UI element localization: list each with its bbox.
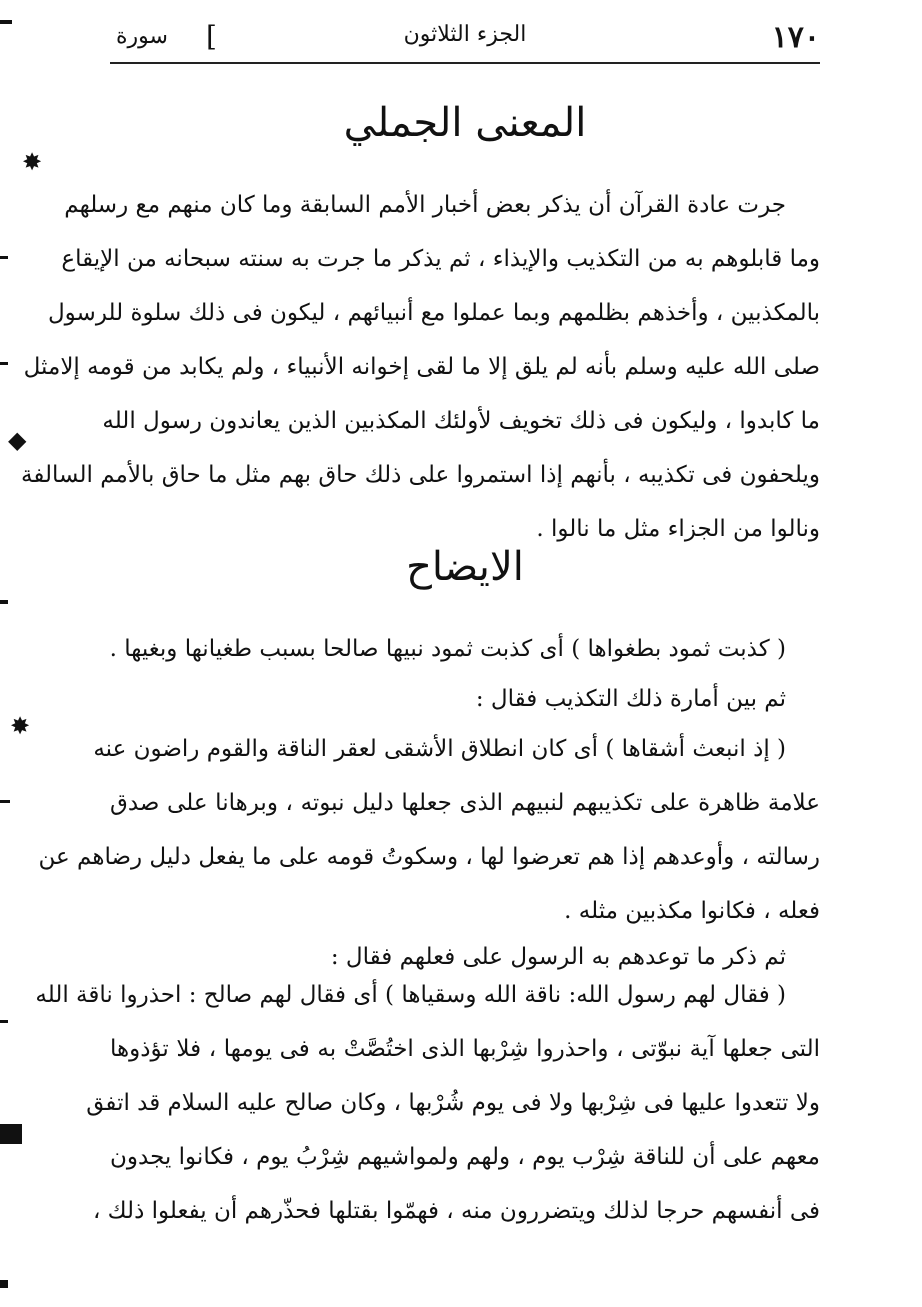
text-line: التى جعلها آية نبوّتى ، واحذروا شِرْبها الذى اختُصَّتْ به فى يومها ، فلا تؤذوها — [110, 1036, 820, 1062]
scan-artifact: ◆ — [8, 426, 27, 454]
section-title-meaning: المعنى الجملي — [343, 100, 587, 146]
text-line: علامة ظاهرة على تكذيبهم لنبيهم الذى جعلها دليل نبوته ، وبرهانا على صدق — [110, 790, 820, 816]
scan-artifact — [0, 362, 8, 365]
text-line: صلى الله عليه وسلم بأنه لم يلق إلا ما لقى إخوانه الأنبياء ، ولم يكابد من قومه إلامثل — [23, 354, 820, 380]
section-title-explanation: الايضاح — [406, 544, 524, 590]
text-line: ( كذبت ثمود بطغواها ) أى كذبت ثمود نبيها صالحا بسبب طغيانها وبغيها . — [109, 636, 786, 662]
scan-artifact — [0, 256, 8, 259]
explanation-paragraph-5 — [35, 968, 820, 1238]
text-line: وما قابلوهم به من التكذيب والإيذاء ، ثم يذكر ما جرت به سنته سبحانه من الإيقاع — [61, 246, 820, 272]
explanation-paragraph-1 — [110, 622, 820, 676]
scan-artifact — [0, 1020, 8, 1023]
scan-artifact: ✸ — [22, 148, 43, 176]
text-line: ونالوا من الجزاء مثل ما نالوا . — [536, 516, 820, 542]
text-line: ويلحفون فى تكذيبه ، بأنهم إذا استمروا على ذلك حاق بهم مثل ما حاق بالأمم السالفة — [21, 462, 820, 488]
scan-artifact — [0, 800, 10, 803]
text-line: ( فقال لهم رسول الله: ناقة الله وسقياها ) أى فقال لهم صالح : احذروا ناقة الله — [35, 982, 786, 1008]
text-line: بالمكذبين ، وأخذهم بظلمهم وبما عملوا مع أنبيائهم ، ليكون فى ذلك سلوة للرسول — [47, 300, 820, 326]
bracket-mark: ] — [206, 20, 217, 53]
scan-artifact — [0, 600, 8, 604]
scan-artifact — [0, 20, 12, 24]
scan-artifact: ✸ — [10, 712, 31, 740]
surah-label: سورة — [116, 24, 168, 49]
text-line: ( إذ انبعث أشقاها ) أى كان انطلاق الأشقى لعقر الناقة والقوم راضون عنه — [93, 736, 786, 762]
text-line: جرت عادة القرآن أن يذكر بعض أخبار الأمم السابقة وما كان منهم مع رسلهم — [64, 192, 786, 218]
explanation-paragraph-2 — [110, 672, 820, 726]
juz-title: الجزء الثلاثون — [403, 22, 527, 47]
text-line: ما كابدوا ، وليكون فى ذلك تخويف لأولئك المكذبين الذين يعاندون رسول الله — [102, 408, 820, 434]
text-line: ثم بين أمارة ذلك التكذيب فقال : — [475, 686, 786, 712]
text-line: ولا تتعدوا عليها فى شِرْبها ولا فى يوم شُرْبها ، وكان صالح عليه السلام قد اتفق — [86, 1090, 820, 1116]
page-header — [110, 20, 820, 60]
meaning-paragraph — [21, 178, 820, 556]
explanation-paragraph-3 — [38, 722, 820, 938]
scan-artifact — [0, 1124, 22, 1144]
text-line: معهم على أن للناقة شِرْب يوم ، ولهم ولمواشيهم شِرْبُ يوم ، فكانوا يجدون — [110, 1144, 820, 1170]
page-number: ١٧٠ — [771, 20, 820, 55]
text-line: ثم ذكر ما توعدهم به الرسول على فعلهم فقال : — [330, 944, 786, 970]
text-line: فعله ، فكانوا مكذبين مثله . — [564, 898, 820, 924]
header-rule — [110, 62, 820, 64]
scan-artifact — [0, 1280, 8, 1288]
text-line: رسالته ، وأوعدهم إذا هم تعرضوا لها ، وسكوتُ قومه على ما يفعل دليل رضاهم عن — [38, 844, 820, 870]
text-line: فى أنفسهم حرجا لذلك ويتضررون منه ، فهمّوا بقتلها فحذّرهم أن يفعلوا ذلك ، — [92, 1198, 820, 1224]
